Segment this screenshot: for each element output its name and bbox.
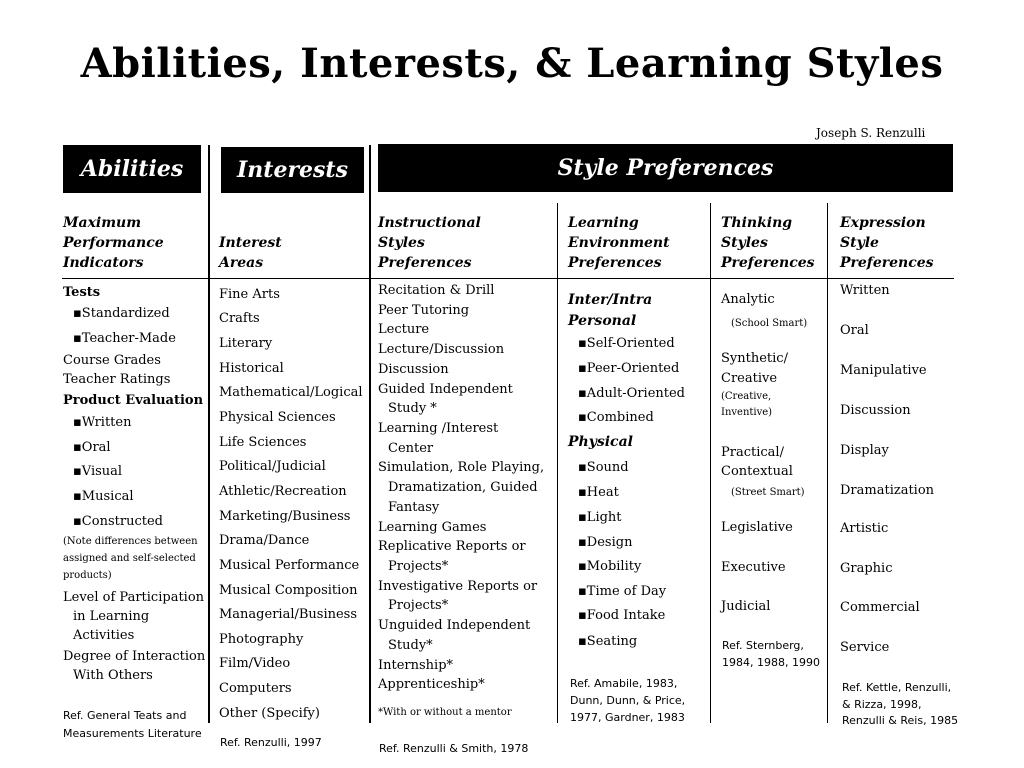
column-divider — [827, 203, 828, 723]
list-item: Creative — [721, 371, 778, 386]
column-heading-thinking: Thinking Styles Preferences — [721, 215, 815, 271]
list-item: Personal — [568, 313, 637, 329]
list-item: Discussion — [378, 362, 449, 377]
list-item: Guided Independent — [378, 382, 513, 397]
list-item: Crafts — [219, 311, 260, 326]
list-item: Inter/Intra — [568, 292, 653, 308]
list-item: Projects* — [388, 598, 449, 613]
column-divider — [710, 203, 711, 723]
list-item: assigned and self-selected — [63, 553, 196, 564]
list-item: Center — [388, 441, 434, 456]
column-heading-interests: Interest Areas — [219, 235, 282, 271]
reference-note: Ref. Kettle, Renzulli, — [842, 681, 952, 694]
list-item: (School Smart) — [731, 318, 808, 329]
column-heading-abilities: Maximum Performance Indicators — [63, 215, 164, 271]
heading-rule — [62, 278, 954, 279]
reference-note: Ref. Renzulli & Smith, 1978 — [379, 742, 529, 755]
reference-note: Ref. Sternberg, — [722, 639, 804, 652]
list-item: Literary — [219, 336, 273, 351]
list-item: Commercial — [840, 600, 920, 615]
list-item: Lecture — [378, 322, 430, 337]
abilities-header: Abilities — [63, 145, 201, 193]
learning-environment-list — [568, 292, 708, 732]
list-item: Musical Composition — [219, 583, 358, 598]
list-item: Apprenticeship* — [378, 677, 485, 692]
list-item: Study* — [388, 638, 433, 653]
list-item: Judicial — [721, 599, 771, 614]
list-item: Oral — [840, 323, 869, 338]
reference-note: Ref. Renzulli, 1997 — [220, 736, 322, 749]
list-item: Manipulative — [840, 363, 927, 378]
reference-note: & Rizza, 1998, — [842, 698, 922, 711]
reference-note: 1984, 1988, 1990 — [722, 656, 820, 669]
list-item: Lecture/Discussion — [378, 342, 505, 357]
reference-note: Ref. Amabile, 1983, — [570, 677, 678, 690]
interests-header: Interests — [221, 147, 364, 193]
thinking-styles-list — [721, 292, 826, 692]
list-item: Physical — [568, 434, 633, 450]
list-item: ▪Self-Oriented — [578, 336, 675, 351]
list-item: Athletic/Recreation — [219, 484, 347, 499]
list-item: Political/Judicial — [219, 459, 326, 474]
list-item: Level of Participation — [63, 590, 205, 605]
list-item: ▪Seating — [578, 634, 638, 649]
list-item: Mathematical/Logical — [219, 385, 363, 400]
reference-note: Dunn, Dunn, & Price, — [570, 694, 686, 707]
list-item: ▪Food Intake — [578, 608, 666, 623]
reference-note: 1977, Gardner, 1983 — [570, 711, 685, 724]
list-item: (Street Smart) — [731, 487, 805, 498]
list-item: Degree of Interaction — [63, 649, 206, 664]
list-item: Discussion — [840, 403, 911, 418]
list-item: ▪Sound — [578, 460, 629, 475]
reference-note: Renzulli & Reis, 1985 — [842, 714, 959, 727]
list-item: in Learning — [73, 609, 150, 624]
list-item: Film/Video — [219, 656, 291, 671]
list-item: ▪Visual — [73, 464, 123, 479]
page-title: Abilities, Interests, & Learning Styles — [80, 40, 944, 87]
list-item: *With or without a mentor — [378, 707, 512, 718]
list-item: Tests — [63, 285, 101, 300]
list-item: Life Sciences — [219, 435, 307, 450]
list-item: ▪Oral — [73, 440, 111, 455]
list-item: ▪Standardized — [73, 306, 170, 321]
list-item: Recitation & Drill — [378, 283, 495, 298]
list-item: Contextual — [721, 464, 793, 479]
column-divider — [208, 145, 210, 723]
list-item: Study * — [388, 401, 437, 416]
list-item: Dramatization, Guided — [388, 480, 538, 495]
list-item: ▪Peer-Oriented — [578, 361, 680, 376]
column-divider — [557, 203, 558, 723]
list-item: Marketing/Business — [219, 509, 351, 524]
instructional-styles-list — [378, 283, 556, 763]
list-item: Teacher Ratings — [63, 372, 171, 387]
author-credit: Joseph S. Renzulli — [816, 126, 926, 140]
column-heading-learning-environment: Learning Environment Preferences — [568, 215, 670, 271]
column-heading-expression: Expression Style Preferences — [840, 215, 934, 271]
column-divider — [369, 145, 371, 723]
list-item: Other (Specify) — [219, 706, 320, 721]
list-item: Photography — [219, 632, 304, 647]
list-item: Executive — [721, 560, 786, 575]
list-item: Dramatization — [840, 483, 935, 498]
list-item: Service — [840, 640, 890, 655]
list-item: Learning Games — [378, 520, 487, 535]
list-item: Managerial/Business — [219, 607, 358, 622]
list-item: (Creative, — [721, 391, 772, 402]
list-item: ▪Constructed — [73, 514, 163, 529]
style-preferences-header: Style Preferences — [378, 144, 953, 192]
list-item: ▪Musical — [73, 489, 134, 504]
list-item: Artistic — [840, 521, 889, 536]
list-item: ▪Mobility — [578, 559, 642, 574]
list-item: Investigative Reports or — [378, 579, 538, 594]
list-item: Analytic — [721, 292, 775, 307]
interests-list — [219, 287, 367, 757]
list-item: Legislative — [721, 520, 793, 535]
list-item: Product Evaluation — [63, 393, 204, 408]
abilities-list — [63, 285, 208, 755]
list-item: Fine Arts — [219, 287, 280, 302]
reference-note: Ref. General Teats and — [63, 709, 187, 722]
list-item: Computers — [219, 681, 292, 696]
list-item: Projects* — [388, 559, 449, 574]
list-item: Learning /Interest — [378, 421, 499, 436]
list-item: Graphic — [840, 561, 893, 576]
reference-note: Measurements Literature — [63, 727, 202, 740]
list-item: ▪Time of Day — [578, 584, 667, 599]
expression-styles-list — [840, 283, 960, 733]
list-item: ▪Teacher-Made — [73, 331, 176, 346]
list-item: Display — [840, 443, 889, 458]
list-item: ▪Design — [578, 535, 633, 550]
list-item: Musical Performance — [219, 558, 360, 573]
list-item: Physical Sciences — [219, 410, 336, 425]
list-item: Replicative Reports or — [378, 539, 526, 554]
list-item: ▪Light — [578, 510, 622, 525]
list-item: ▪Heat — [578, 485, 619, 500]
list-item: (Note differences between — [63, 536, 198, 547]
list-item: Fantasy — [388, 500, 440, 515]
list-item: Drama/Dance — [219, 533, 310, 548]
list-item: Written — [840, 283, 890, 298]
list-item: Course Grades — [63, 353, 161, 368]
list-item: Synthetic/ — [721, 351, 788, 366]
list-item: ▪Combined — [578, 410, 654, 425]
list-item: Activities — [73, 628, 135, 643]
list-item: With Others — [73, 668, 153, 683]
list-item: Inventive) — [721, 407, 773, 418]
list-item: ▪Written — [73, 415, 132, 430]
list-item: Peer Tutoring — [378, 303, 470, 318]
list-item: Historical — [219, 361, 284, 376]
list-item: Internship* — [378, 658, 454, 673]
list-item: products) — [63, 570, 112, 581]
column-heading-instructional: Instructional Styles Preferences — [378, 215, 481, 271]
list-item: ▪Adult-Oriented — [578, 386, 686, 401]
list-item: Simulation, Role Playing, — [378, 460, 545, 475]
list-item: Practical/ — [721, 445, 784, 460]
list-item: Unguided Independent — [378, 618, 531, 633]
